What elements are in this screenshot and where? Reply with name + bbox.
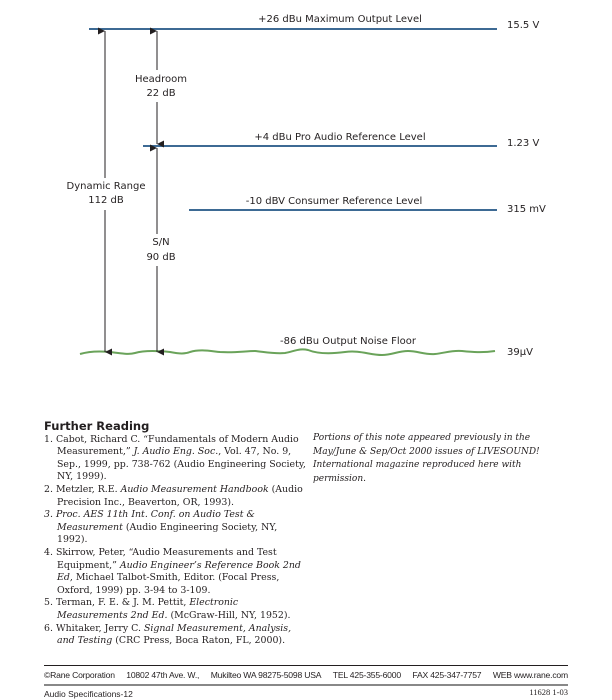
footer-rule-top [44, 665, 568, 666]
reading-item-title: Audio Measurement Handbook [120, 483, 269, 495]
reading-item-title: J. Audio Eng. Soc. [133, 446, 219, 458]
headroom-value: 22 dB [146, 88, 176, 99]
level-voltage-consumer: 315 mV [507, 204, 546, 215]
reading-item [44, 623, 306, 648]
reading-item [44, 509, 306, 547]
reading-item [44, 434, 306, 484]
permission-note: Portions of this note appeared previously in the May/June & Sep/Oct 2000 issues of LIVESOUND! International magazine reproduced here with permission. [313, 433, 540, 484]
reading-item-title: Proc. AES 11th Int. Conf. on Audio Test & Measurement [55, 509, 255, 533]
level-voltage-max: 15.5 V [507, 20, 540, 31]
reading-item-number: 6. [44, 622, 56, 634]
doc-code: 11628 1-03 [529, 687, 568, 697]
reading-item [44, 597, 306, 622]
page-label: Audio Specifications-12 [44, 689, 133, 699]
footer-contact [44, 670, 568, 680]
further-reading-heading: Further Reading [44, 419, 150, 433]
reading-list [44, 434, 306, 648]
footer-company: ©Rane Corporation [44, 670, 115, 680]
sn-value: 90 dB [146, 252, 176, 263]
reading-item-text: Metzler, R.E. [55, 483, 121, 495]
reading-item-text: Whitaker, Jerry C. [55, 622, 144, 634]
footer-address: 10802 47th Ave. W., [126, 670, 200, 680]
reading-item-number: 2. [44, 483, 56, 495]
reading-item-number: 3. [44, 509, 56, 521]
reading-item-title: Audio Engineer’s Reference Book 2nd Ed [57, 559, 301, 584]
reading-item-text: , Vol. 47, No. 9, Sep., 1999, pp. 738-762 (Audio Engineering Society, NY, 1999). [57, 446, 306, 483]
footer-fax: FAX 425-347-7757 [412, 670, 482, 680]
level-label-pro: +4 dBu Pro Audio Reference Level [254, 132, 426, 143]
footer-tel: TEL 425-355-6000 [332, 670, 401, 680]
footer-rule-bottom [44, 684, 568, 686]
level-label-max: +26 dBu Maximum Output Level [258, 14, 422, 25]
reading-item-text: (Audio Precision Inc., Beaverton, OR, 1993). [57, 483, 303, 508]
reading-item [44, 484, 306, 509]
reading-item-title: Electronic Measurements 2nd Ed. [57, 597, 239, 621]
footer-web[interactable]: WEB www.rane.com [492, 670, 568, 680]
reading-item-text: (Audio Engineering Society, NY, 1992). [57, 521, 278, 546]
dynamic-range-label: Dynamic Range [66, 181, 146, 192]
further-reading [44, 420, 306, 648]
level-voltage-noise: 39µV [507, 347, 533, 358]
reading-item-text: , Michael Talbot-Smith, Editor. (Focal Press, Oxford, 1999) pp. 3-94 to 3-109. [57, 572, 280, 596]
level-label-noise: -86 dBu Output Noise Floor [280, 336, 416, 347]
reading-item-number: 1. [44, 433, 56, 445]
level-line-noise [80, 349, 495, 355]
headroom-label: Headroom [134, 74, 188, 85]
reading-item-text: Terman, F. E. & J. M. Pettit, [55, 597, 190, 609]
reading-item-text: (McGraw-Hill, NY, 1952). [167, 609, 291, 621]
sn-label: S/N [152, 237, 170, 248]
reading-item-text: Cabot, Richard C. “Fundamentals of Modern Audio Measurement,” [55, 433, 299, 458]
reading-item-number: 4. [44, 546, 56, 558]
reading-item-title: Signal Measurement, Analysis, and Testing [57, 622, 292, 647]
reading-item-text: Skirrow, Peter, “Audio Measurements and Test Equipment,” [55, 546, 277, 571]
level-voltage-pro: 1.23 V [507, 138, 540, 149]
dynamic-range-value: 112 dB [88, 195, 124, 206]
reading-item-number: 5. [44, 597, 56, 609]
level-label-consumer: -10 dBV Consumer Reference Level [245, 196, 423, 207]
footer-city: Mukilteo WA 98275-5098 USA [210, 670, 322, 680]
reading-item-text: (CRC Press, Boca Raton, FL, 2000). [112, 635, 286, 647]
reading-item [44, 547, 306, 597]
